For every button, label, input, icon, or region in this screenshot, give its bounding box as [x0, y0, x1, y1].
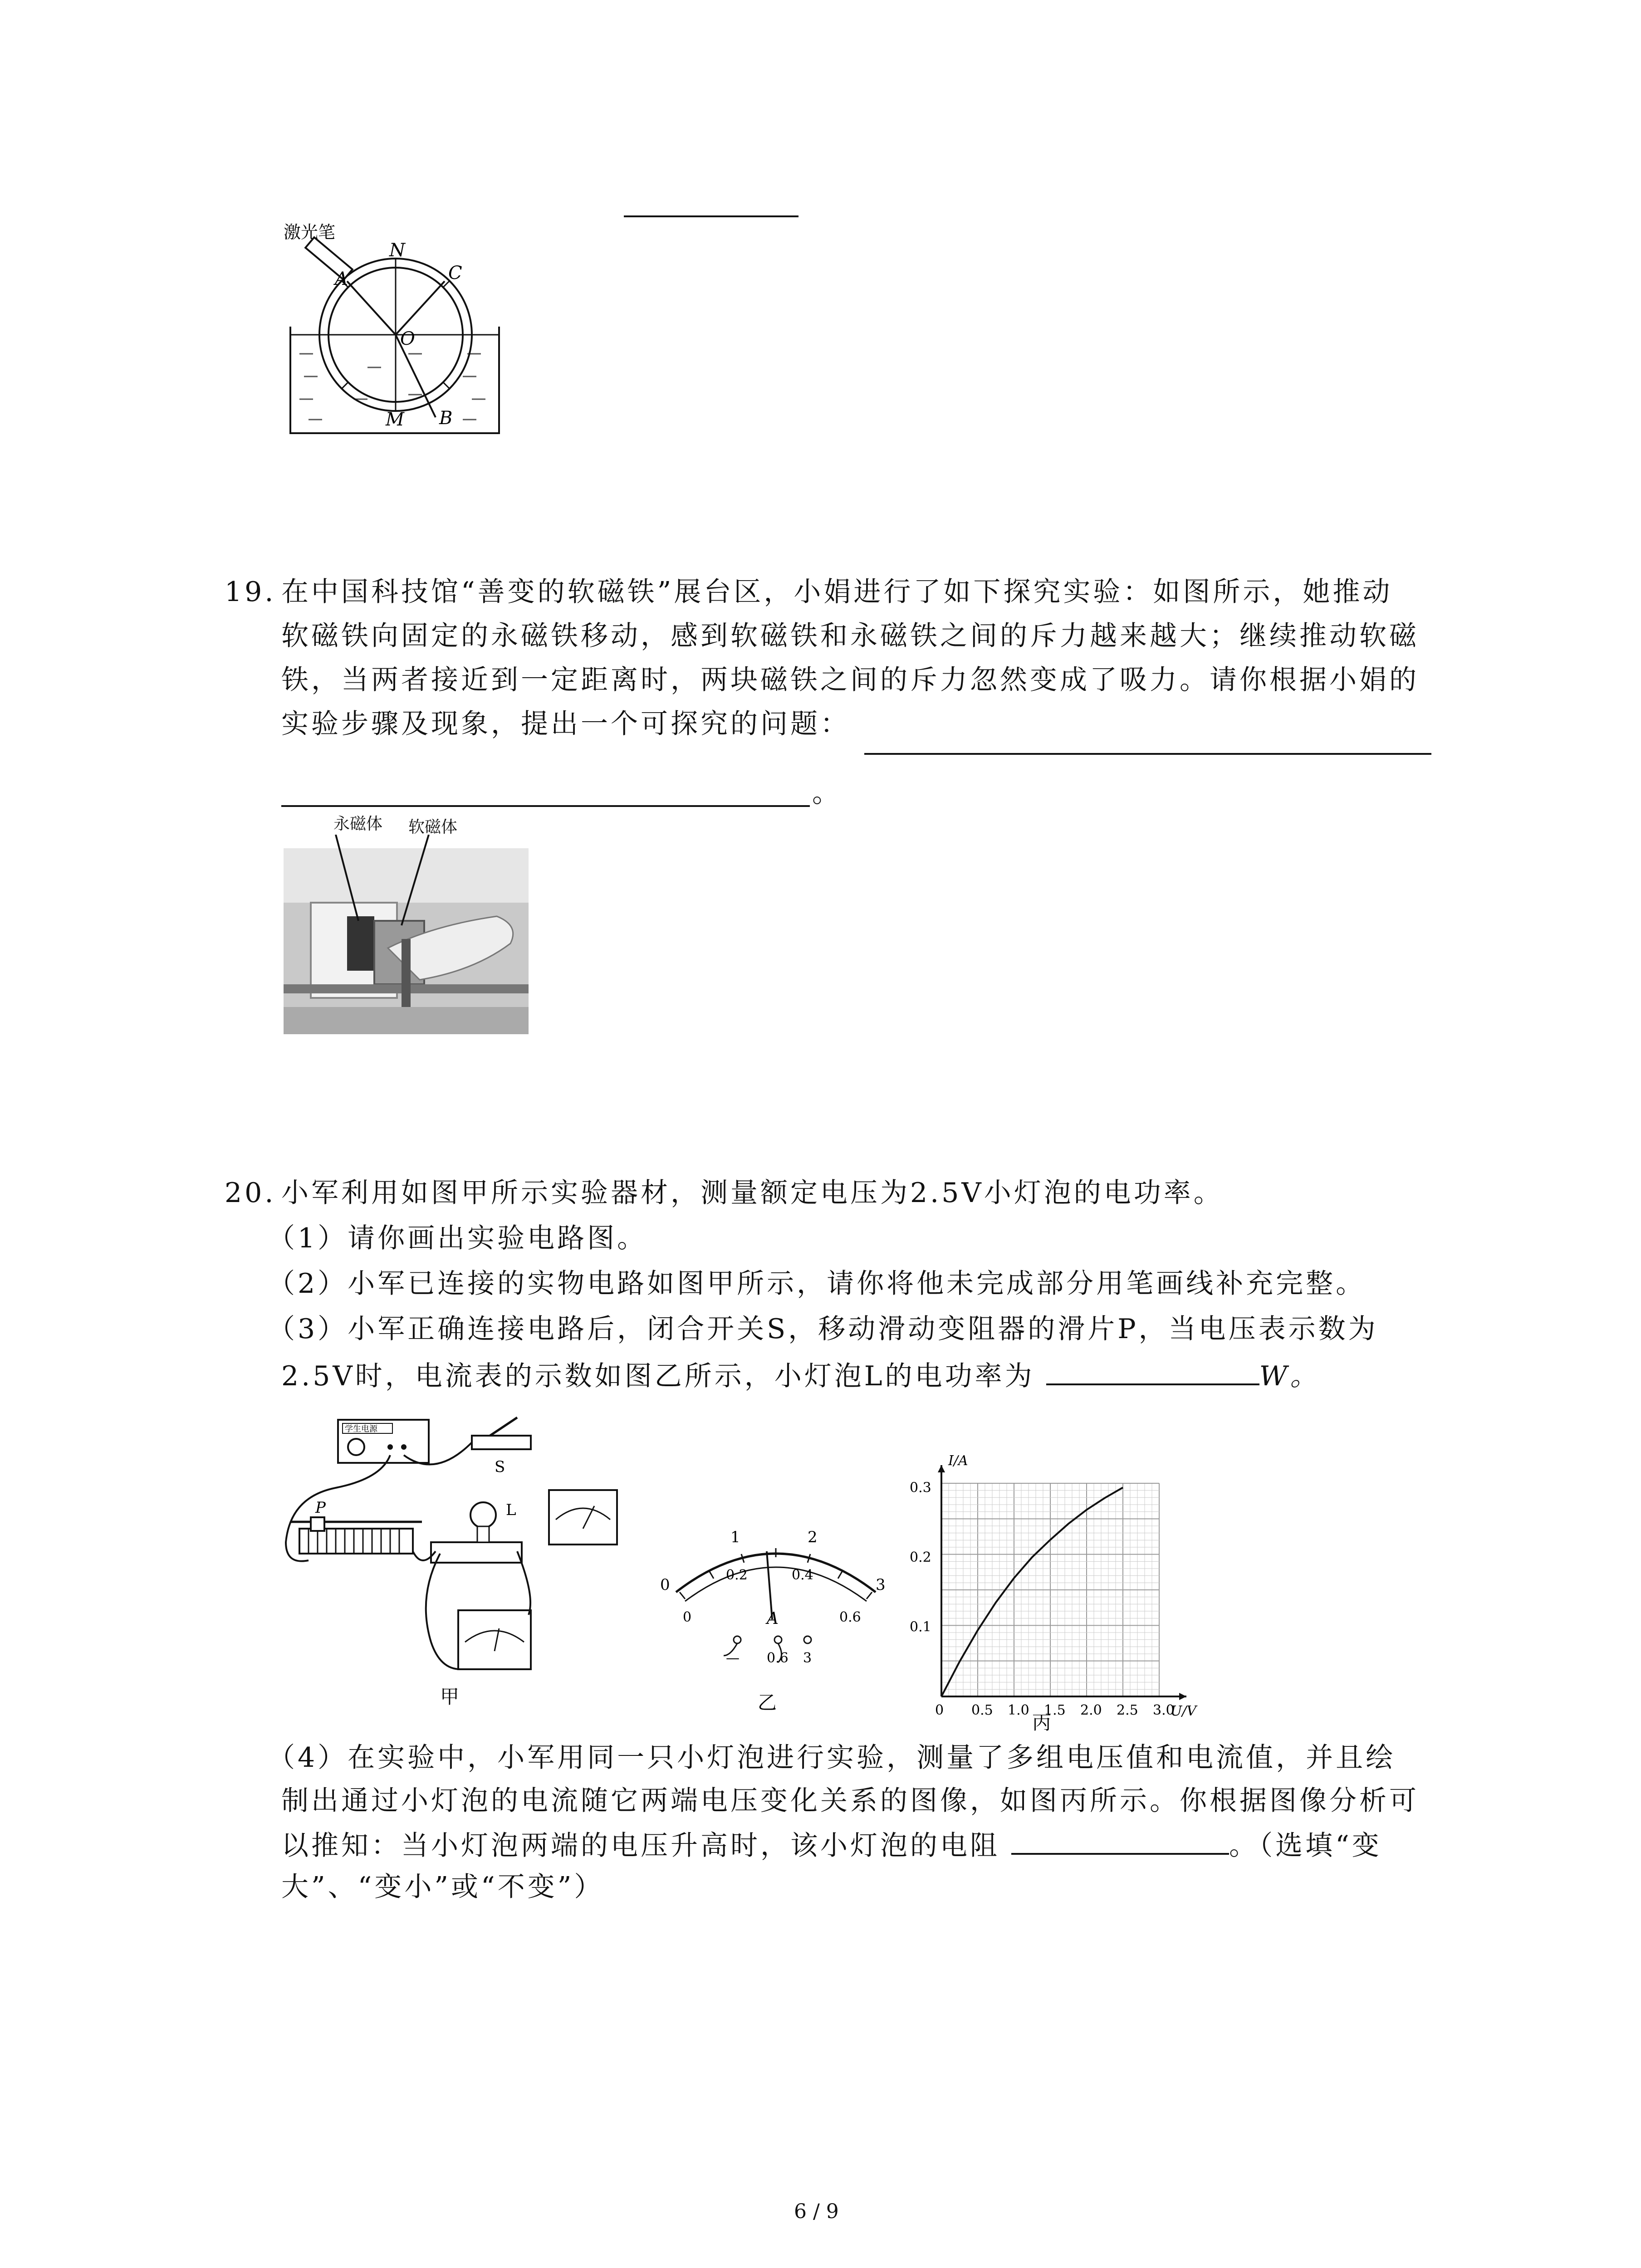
inner-tick-2: 0.4 [792, 1567, 813, 1583]
label-a: A [335, 269, 348, 289]
fig-jia-circuit [281, 1415, 626, 1706]
x-tick-label: 1.0 [1008, 1702, 1029, 1718]
answer-line-top[interactable] [624, 215, 798, 217]
q20-p4c [281, 1826, 1382, 1864]
q19-answer-line-2[interactable] [281, 805, 810, 807]
q20-p4d: 大”、“变小”或“不变”） [281, 1871, 604, 1903]
inner-tick-1: 0.2 [726, 1567, 748, 1583]
y-tick-label: 0.1 [910, 1619, 931, 1635]
inner-tick-0: 0 [683, 1609, 692, 1625]
label-n: N [389, 240, 405, 261]
x-tick-label: 1.5 [1044, 1702, 1066, 1718]
photo-label-permanent: 永磁体 [333, 815, 383, 833]
x-tick-label: 0.5 [971, 1702, 993, 1718]
y-axis-arrow [938, 1465, 945, 1472]
chart-ylabel: I/A [948, 1453, 968, 1469]
terminal-06: 0.6 [767, 1650, 789, 1666]
q20-intro: 小军利用如图甲所示实验器材，测量额定电压为2.5V小灯泡的电功率。 [281, 1177, 1224, 1209]
q20-p4b: 制出通过小灯泡的电流随它两端电压变化关系的图像，如图丙所示。你根据图像分析可 [281, 1785, 1419, 1817]
laser-label: 激光笔 [284, 222, 336, 242]
y-tick-label: 0.3 [910, 1480, 931, 1496]
fig-bing-caption: 丙 [1032, 1711, 1052, 1733]
y-tick-label: 0.2 [910, 1549, 931, 1565]
x-tick-label: 2.0 [1080, 1702, 1102, 1718]
q19-magnet-photo [284, 835, 529, 1034]
fig-yi-caption: 乙 [758, 1691, 777, 1714]
slider-label: P [315, 1499, 326, 1517]
chart-grid [941, 1483, 1159, 1696]
terminal-3: 3 [803, 1650, 812, 1666]
label-b: B [439, 408, 453, 429]
lamp-label: L [506, 1501, 516, 1519]
q19-answer-line-1[interactable] [864, 753, 1431, 755]
q20-p1: （1）请你画出实验电路图。 [268, 1222, 647, 1254]
q20-p4a: （4）在实验中，小军用同一只小灯泡进行实验，测量了多组电压值和电流值，并且绘 [268, 1742, 1396, 1774]
switch-label: S [495, 1458, 505, 1476]
q19-line-4: 实验步骤及现象，提出一个可探究的问题： [281, 708, 850, 740]
x-tick-label: 0 [935, 1702, 944, 1718]
x-tick-label: 2.5 [1117, 1702, 1138, 1718]
fig-jia-caption: 甲 [440, 1686, 460, 1706]
resistance-answer-blank[interactable] [1011, 1826, 1229, 1855]
source-label: 学生电源 [345, 1424, 377, 1434]
q20-number: 20. [225, 1177, 276, 1209]
outer-tick-2: 2 [808, 1528, 818, 1546]
outer-tick-1: 1 [730, 1528, 740, 1546]
x-axis-arrow [1179, 1693, 1186, 1700]
outer-tick-0: 0 [660, 1576, 670, 1594]
q20-p3b-text: 2.5V时，电流表的示数如图乙所示，小灯泡L的电功率为 [281, 1360, 1035, 1392]
q20-p3a: （3）小军正确连接电路后，闭合开关S，移动滑动变阻器的滑片P，当电压表示数为 [268, 1313, 1378, 1345]
meter-symbol: A [767, 1609, 779, 1628]
label-m: M [386, 409, 404, 430]
outer-tick-3: 3 [876, 1576, 886, 1594]
power-answer-blank[interactable] [1046, 1356, 1259, 1385]
fig-bing-iu-chart [898, 1452, 1225, 1733]
q18-optics-figure [272, 218, 554, 440]
q20-p4c-text: 以推知：当小灯泡两端的电压升高时，该小灯泡的电阻 [281, 1830, 1000, 1862]
q19-line-3: 铁，当两者接近到一定距离时，两块磁铁之间的斥力忽然变成了吸力。请你根据小娟的 [281, 664, 1419, 696]
photo-label-soft: 软磁体 [408, 818, 458, 836]
terminal-neg: — [726, 1650, 740, 1666]
page-number: 6 / 9 [794, 2200, 839, 2223]
q19-line-1: 在中国科技馆“善变的软磁铁”展台区，小娟进行了如下探究实验：如图所示，她推动 [281, 576, 1393, 608]
fig-yi-ammeter [658, 1506, 894, 1719]
chart-xlabel: U/V [1171, 1703, 1197, 1719]
q20-p3b [281, 1356, 1320, 1394]
q19-line-2: 软磁铁向固定的永磁铁移动，感到软磁铁和永磁铁之间的斥力越来越大；继续推动软磁 [281, 620, 1419, 652]
x-tick-label: 3.0 [1153, 1702, 1175, 1718]
inner-tick-3: 0.6 [839, 1609, 861, 1625]
q20-p4c-post: 。（选填“变 [1229, 1830, 1382, 1862]
label-o: O [400, 328, 415, 349]
q20-p3b-unit: W。 [1259, 1360, 1320, 1392]
q19-end-mark: 。 [812, 777, 842, 809]
label-c: C [448, 263, 462, 284]
q20-p2: （2）小军已连接的实物电路如图甲所示，请你将他未完成部分用笔画线补充完整。 [268, 1268, 1366, 1300]
q19-number: 19. [225, 576, 276, 608]
